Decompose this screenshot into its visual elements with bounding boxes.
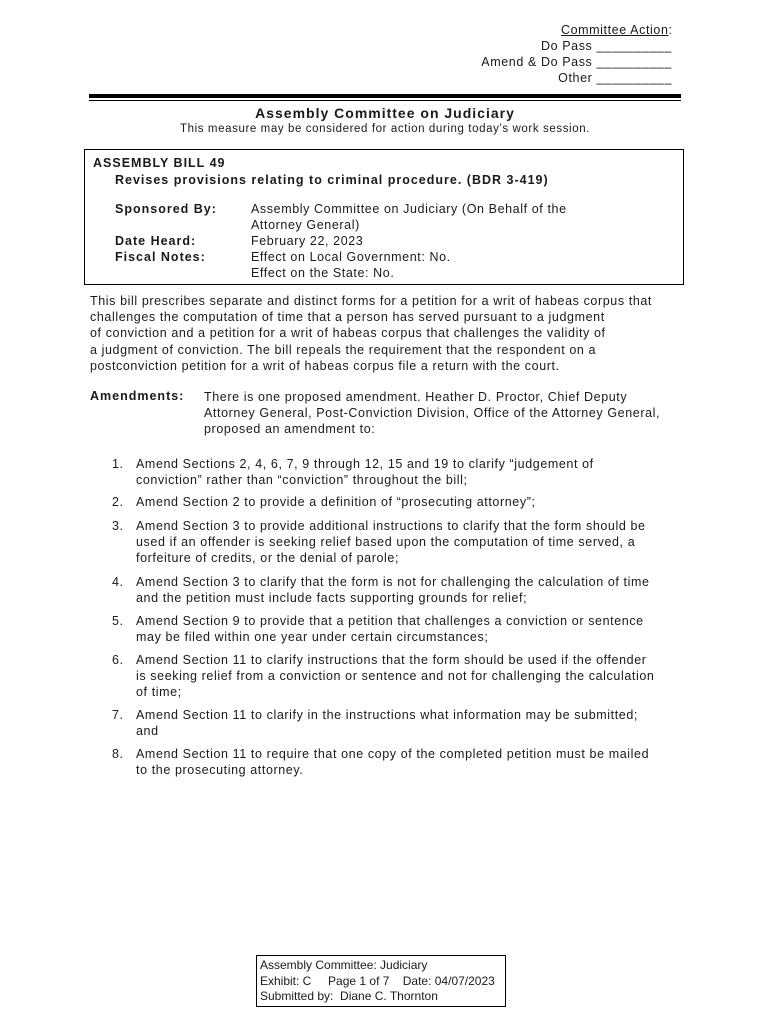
bill-summary: This bill prescribes separate and distinct forms for a petition for a writ of habeas corpus that challenges the computation of time that a person has served pursuant to a judgment of conviction and a petition for a writ of habeas corpus that challenges the validity of a judgment of conviction. The bill repeals the requirement that the respondent on a postconviction petition for a writ of habeas corpus file a return with the court.: [90, 294, 653, 373]
bill-description: Revises provisions relating to criminal procedure. (BDR 3-419): [115, 173, 549, 187]
amendment-number: 8.: [112, 747, 124, 761]
amendment-text: Amend Section 3 to provide additional instructions to clarify that the form should be used if an offender is seeking relief based upon the computation of time served, a forfeiture of credits, or the denial of parole;: [136, 519, 646, 566]
amendment-text: Amend Section 11 to require that one copy of the completed petition must be mailed to the prosecuting attorney.: [136, 747, 650, 778]
header-rule-thick: [89, 94, 681, 98]
amendment-number: 5.: [112, 614, 124, 628]
amendment-text: Amend Section 11 to clarify instructions that the form should be used if the offender is seeking relief from a conviction or sentence and not for challenging the calculation of time;: [136, 653, 655, 700]
other-line: Other __________: [558, 71, 672, 85]
fiscal-notes-state: Effect on the State: No.: [251, 266, 395, 280]
sponsored-by-label: Sponsored By:: [115, 202, 217, 216]
exhibit-page-date-line: Exhibit: C Page 1 of 7 Date: 04/07/2023: [260, 973, 495, 988]
amendment-number: 2.: [112, 495, 124, 509]
amendments-intro: There is one proposed amendment. Heather D. Proctor, Chief Deputy Attorney General, Post-Conviction Division, Office of the Attorney General, proposed an amendment to:: [204, 390, 661, 437]
exhibit-submitted-line: Submitted by: Diane C. Thornton: [260, 989, 438, 1003]
page-title: Assembly Committee on Judiciary: [255, 105, 515, 121]
sponsored-by-value-line2: Attorney General): [251, 218, 360, 232]
amendment-number: 3.: [112, 519, 124, 533]
amendment-text: Amend Section 3 to clarify that the form is not for challenging the calculation of time and the petition must include facts supporting grounds for relief;: [136, 575, 650, 606]
amendment-text: Amend Section 2 to provide a definition of “prosecuting attorney”;: [136, 495, 536, 509]
committee-action-label: Committee Action: [560, 23, 669, 37]
amendment-text: Amend Sections 2, 4, 6, 7, 9 through 12, 15 and 19 to clarify “judgement of conviction” rather than “conviction” throughout the bill;: [136, 457, 594, 488]
exhibit-stamp-box: [256, 955, 506, 1007]
amendment-text: Amend Section 9 to provide that a petition that challenges a conviction or sentence may be filed within one year under certain circumstances;: [136, 614, 644, 645]
exhibit-committee-line: Assembly Committee: Judiciary: [260, 958, 428, 972]
page-subtitle: This measure may be considered for action during today’s work session.: [180, 123, 590, 135]
amend-do-pass-line: Amend & Do Pass __________: [481, 55, 672, 69]
amendment-number: 4.: [112, 575, 124, 589]
date-heard-value: February 22, 2023: [251, 234, 364, 248]
committee-action-block: [481, 22, 672, 86]
amendments-label: Amendments:: [90, 389, 185, 403]
fiscal-notes-label: Fiscal Notes:: [115, 250, 206, 264]
amendment-number: 7.: [112, 708, 124, 722]
date-heard-label: Date Heard:: [115, 234, 197, 248]
header-rule-thin: [89, 100, 681, 101]
bill-number: ASSEMBLY BILL 49: [93, 156, 226, 170]
committee-action-heading: [481, 22, 672, 38]
bill-info-box: [84, 149, 684, 285]
committee-action-colon: :: [668, 23, 672, 37]
do-pass-line: Do Pass __________: [540, 39, 672, 53]
amendment-number: 1.: [112, 457, 124, 471]
amendment-text: Amend Section 11 to clarify in the instructions what information may be submitted; and: [136, 708, 638, 739]
sponsored-by-value-line1: Assembly Committee on Judiciary (On Behalf of the: [251, 202, 567, 216]
amendment-number: 6.: [112, 653, 124, 667]
fiscal-notes-local: Effect on Local Government: No.: [251, 250, 451, 264]
